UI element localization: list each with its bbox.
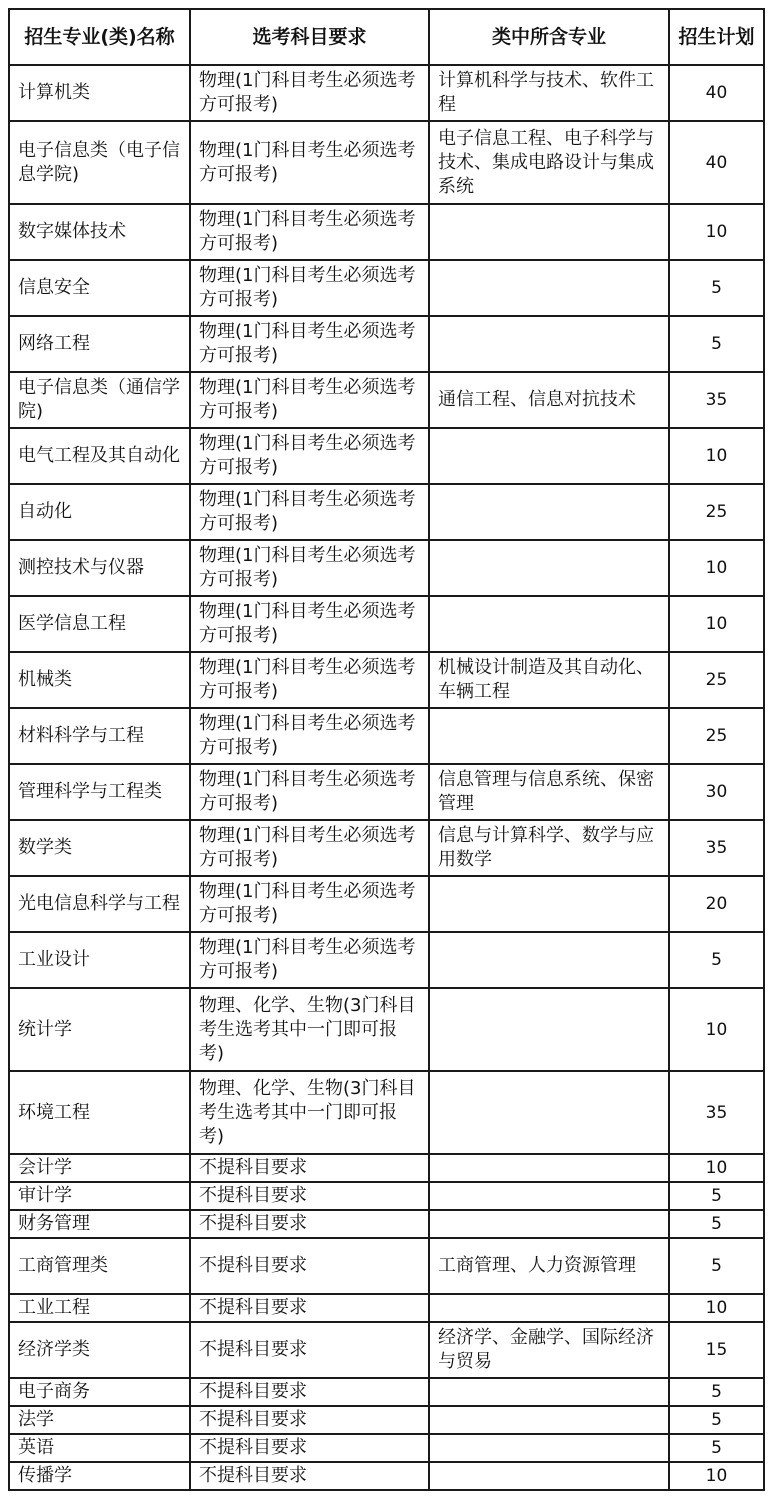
- major-name-cell: 自动化: [9, 484, 190, 540]
- subject-requirement-cell: 物理(1门科目考生必须选考方可报考): [190, 708, 429, 764]
- subject-requirement-cell: 不提科目要求: [190, 1378, 429, 1406]
- table-row: [9, 260, 764, 316]
- major-name-cell: 工业工程: [9, 1294, 190, 1322]
- included-majors-cell: 工商管理、人力资源管理: [429, 1238, 669, 1294]
- major-name-cell: 光电信息科学与工程: [9, 876, 190, 932]
- included-majors-cell: [429, 876, 669, 932]
- quota-cell: 20: [669, 876, 764, 932]
- included-majors-cell: [429, 1406, 669, 1434]
- subject-requirement-cell: 物理(1门科目考生必须选考方可报考): [190, 764, 429, 820]
- included-majors-cell: 电子信息工程、电子科学与技术、集成电路设计与集成系统: [429, 121, 669, 204]
- quota-cell: 35: [669, 372, 764, 428]
- table-row: [9, 540, 764, 596]
- subject-requirement-cell: 不提科目要求: [190, 1406, 429, 1434]
- included-majors-cell: [429, 260, 669, 316]
- quota-cell: 15: [669, 1322, 764, 1378]
- table-row: [9, 1071, 764, 1154]
- table-row: [9, 1238, 764, 1294]
- included-majors-cell: 经济学、金融学、国际经济与贸易: [429, 1322, 669, 1378]
- subject-requirement-cell: 物理(1门科目考生必须选考方可报考): [190, 372, 429, 428]
- included-majors-cell: [429, 428, 669, 484]
- quota-cell: 5: [669, 1378, 764, 1406]
- included-majors-cell: 计算机科学与技术、软件工程: [429, 65, 669, 121]
- subject-requirement-cell: 不提科目要求: [190, 1154, 429, 1182]
- included-majors-cell: [429, 708, 669, 764]
- quota-cell: 10: [669, 428, 764, 484]
- major-name-cell: 工商管理类: [9, 1238, 190, 1294]
- subject-requirement-cell: 不提科目要求: [190, 1210, 429, 1238]
- major-name-cell: 管理科学与工程类: [9, 764, 190, 820]
- table-row: [9, 204, 764, 260]
- included-majors-cell: 信息与计算科学、数学与应用数学: [429, 820, 669, 876]
- major-name-cell: 医学信息工程: [9, 596, 190, 652]
- quota-cell: 40: [669, 65, 764, 121]
- subject-requirement-cell: 物理(1门科目考生必须选考方可报考): [190, 260, 429, 316]
- major-name-cell: 环境工程: [9, 1071, 190, 1154]
- header-row: [9, 9, 764, 65]
- table-row: [9, 876, 764, 932]
- quota-cell: 10: [669, 1462, 764, 1490]
- subject-requirement-cell: 物理(1门科目考生必须选考方可报考): [190, 820, 429, 876]
- subject-requirement-cell: 物理(1门科目考生必须选考方可报考): [190, 484, 429, 540]
- included-majors-cell: [429, 316, 669, 372]
- quota-cell: 10: [669, 540, 764, 596]
- subject-requirement-cell: 不提科目要求: [190, 1322, 429, 1378]
- major-name-cell: 会计学: [9, 1154, 190, 1182]
- included-majors-cell: [429, 540, 669, 596]
- major-name-cell: 网络工程: [9, 316, 190, 372]
- subject-requirement-cell: 物理、化学、生物(3门科目考生选考其中一门即可报考): [190, 1071, 429, 1154]
- major-name-cell: 英语: [9, 1434, 190, 1462]
- table-row: [9, 121, 764, 204]
- major-name-cell: 统计学: [9, 988, 190, 1071]
- table-row: [9, 1462, 764, 1490]
- major-name-cell: 电气工程及其自动化: [9, 428, 190, 484]
- subject-requirement-cell: 物理、化学、生物(3门科目考生选考其中一门即可报考): [190, 988, 429, 1071]
- subject-requirement-cell: 物理(1门科目考生必须选考方可报考): [190, 204, 429, 260]
- quota-cell: 5: [669, 932, 764, 988]
- table-row: [9, 764, 764, 820]
- table-row: [9, 1322, 764, 1378]
- major-name-cell: 财务管理: [9, 1210, 190, 1238]
- quota-cell: 5: [669, 1210, 764, 1238]
- major-name-cell: 电子信息类（通信学院): [9, 372, 190, 428]
- subject-requirement-cell: 不提科目要求: [190, 1434, 429, 1462]
- table-row: [9, 596, 764, 652]
- table-row: [9, 372, 764, 428]
- subject-requirement-cell: 物理(1门科目考生必须选考方可报考): [190, 428, 429, 484]
- major-name-cell: 法学: [9, 1406, 190, 1434]
- major-name-cell: 电子商务: [9, 1378, 190, 1406]
- subject-requirement-cell: 物理(1门科目考生必须选考方可报考): [190, 540, 429, 596]
- table-row: [9, 1378, 764, 1406]
- major-name-cell: 数字媒体技术: [9, 204, 190, 260]
- major-name-cell: 经济学类: [9, 1322, 190, 1378]
- major-name-cell: 数学类: [9, 820, 190, 876]
- admission-plan-table: [8, 8, 765, 1491]
- major-name-cell: 传播学: [9, 1462, 190, 1490]
- included-majors-cell: [429, 484, 669, 540]
- major-name-cell: 材料科学与工程: [9, 708, 190, 764]
- quota-cell: 10: [669, 1294, 764, 1322]
- table-row: [9, 316, 764, 372]
- major-name-cell: 信息安全: [9, 260, 190, 316]
- subject-requirement-cell: 物理(1门科目考生必须选考方可报考): [190, 876, 429, 932]
- table-row: [9, 1406, 764, 1434]
- quota-cell: 5: [669, 316, 764, 372]
- table-row: [9, 484, 764, 540]
- included-majors-cell: [429, 1434, 669, 1462]
- included-majors-cell: 信息管理与信息系统、保密管理: [429, 764, 669, 820]
- table-row: [9, 932, 764, 988]
- quota-cell: 25: [669, 484, 764, 540]
- quota-cell: 10: [669, 1154, 764, 1182]
- subject-requirement-cell: 物理(1门科目考生必须选考方可报考): [190, 932, 429, 988]
- quota-cell: 10: [669, 988, 764, 1071]
- included-majors-cell: 通信工程、信息对抗技术: [429, 372, 669, 428]
- subject-requirement-cell: 不提科目要求: [190, 1182, 429, 1210]
- major-name-cell: 工业设计: [9, 932, 190, 988]
- subject-requirement-cell: 物理(1门科目考生必须选考方可报考): [190, 121, 429, 204]
- included-majors-cell: 机械设计制造及其自动化、车辆工程: [429, 652, 669, 708]
- table-row: [9, 988, 764, 1071]
- header-subject-requirement: 选考科目要求: [190, 9, 429, 65]
- included-majors-cell: [429, 1071, 669, 1154]
- quota-cell: 25: [669, 652, 764, 708]
- quota-cell: 30: [669, 764, 764, 820]
- included-majors-cell: [429, 1462, 669, 1490]
- table-row: [9, 65, 764, 121]
- quota-cell: 5: [669, 260, 764, 316]
- included-majors-cell: [429, 1182, 669, 1210]
- subject-requirement-cell: 物理(1门科目考生必须选考方可报考): [190, 652, 429, 708]
- included-majors-cell: [429, 204, 669, 260]
- included-majors-cell: [429, 1378, 669, 1406]
- included-majors-cell: [429, 1294, 669, 1322]
- header-quota: 招生计划: [669, 9, 764, 65]
- table-row: [9, 1294, 764, 1322]
- subject-requirement-cell: 不提科目要求: [190, 1294, 429, 1322]
- included-majors-cell: [429, 932, 669, 988]
- quota-cell: 10: [669, 204, 764, 260]
- major-name-cell: 审计学: [9, 1182, 190, 1210]
- included-majors-cell: [429, 1210, 669, 1238]
- subject-requirement-cell: 不提科目要求: [190, 1462, 429, 1490]
- quota-cell: 5: [669, 1434, 764, 1462]
- table-row: [9, 1182, 764, 1210]
- table-row: [9, 652, 764, 708]
- major-name-cell: 测控技术与仪器: [9, 540, 190, 596]
- subject-requirement-cell: 物理(1门科目考生必须选考方可报考): [190, 65, 429, 121]
- quota-cell: 25: [669, 708, 764, 764]
- subject-requirement-cell: 物理(1门科目考生必须选考方可报考): [190, 596, 429, 652]
- quota-cell: 10: [669, 596, 764, 652]
- included-majors-cell: [429, 988, 669, 1071]
- quota-cell: 5: [669, 1238, 764, 1294]
- table-row: [9, 1154, 764, 1182]
- major-name-cell: 电子信息类（电子信息学院): [9, 121, 190, 204]
- header-included-majors: 类中所含专业: [429, 9, 669, 65]
- header-major-name: 招生专业(类)名称: [9, 9, 190, 65]
- quota-cell: 35: [669, 1071, 764, 1154]
- subject-requirement-cell: 物理(1门科目考生必须选考方可报考): [190, 316, 429, 372]
- table-body: [9, 65, 764, 1490]
- table-row: [9, 708, 764, 764]
- subject-requirement-cell: 不提科目要求: [190, 1238, 429, 1294]
- quota-cell: 35: [669, 820, 764, 876]
- quota-cell: 5: [669, 1406, 764, 1434]
- major-name-cell: 机械类: [9, 652, 190, 708]
- quota-cell: 40: [669, 121, 764, 204]
- table-row: [9, 820, 764, 876]
- included-majors-cell: [429, 596, 669, 652]
- table-row: [9, 1434, 764, 1462]
- included-majors-cell: [429, 1154, 669, 1182]
- quota-cell: 5: [669, 1182, 764, 1210]
- major-name-cell: 计算机类: [9, 65, 190, 121]
- table-row: [9, 1210, 764, 1238]
- table-row: [9, 428, 764, 484]
